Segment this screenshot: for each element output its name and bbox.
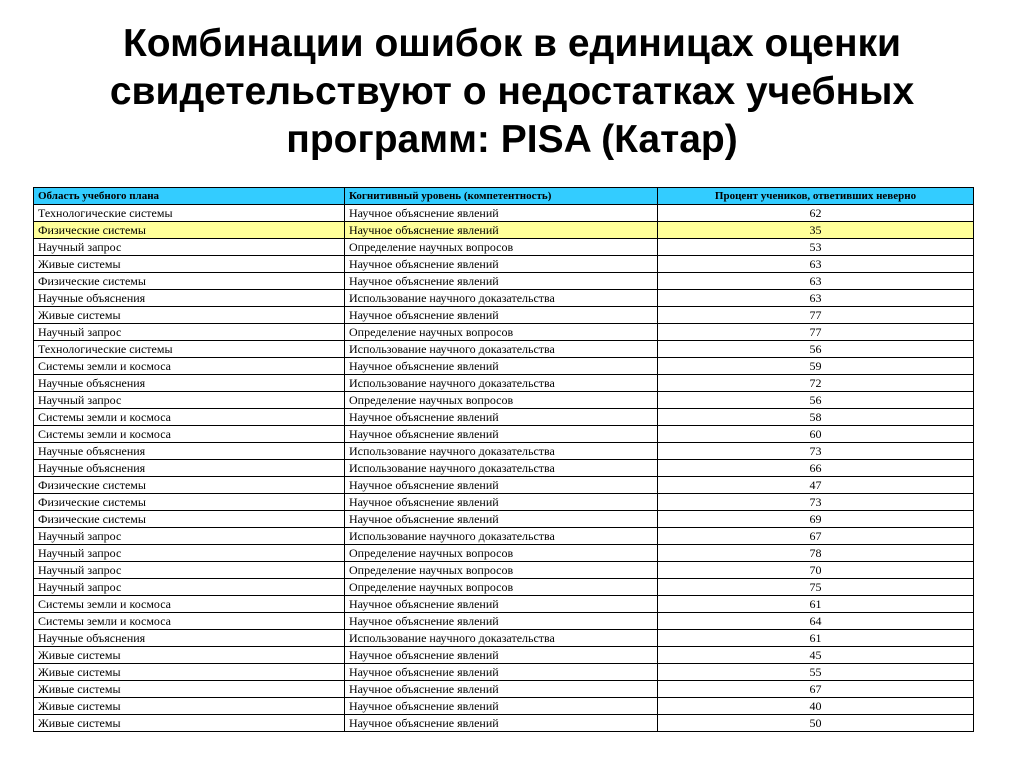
cell-cognitive-level: Научное объяснение явлений xyxy=(345,681,658,698)
table-row xyxy=(34,528,974,545)
cell-percent-incorrect: 69 xyxy=(658,511,974,528)
table-row xyxy=(34,596,974,613)
table-row xyxy=(34,409,974,426)
cell-curriculum-area: Живые системы xyxy=(34,647,345,664)
title-line-1: Комбинации ошибок в единицах оценки xyxy=(122,22,902,65)
cell-curriculum-area: Научный запрос xyxy=(34,528,345,545)
cell-percent-incorrect: 35 xyxy=(658,222,974,239)
cell-percent-incorrect: 50 xyxy=(658,715,974,732)
cell-cognitive-level: Научное объяснение явлений xyxy=(345,205,658,222)
table-row xyxy=(34,715,974,732)
table-row xyxy=(34,579,974,596)
header-percent-incorrect: Процент учеников, ответивших неверно xyxy=(658,188,974,205)
header-curriculum-area: Область учебного плана xyxy=(34,188,345,205)
table-row xyxy=(34,613,974,630)
cell-cognitive-level: Научное объяснение явлений xyxy=(345,613,658,630)
table-row xyxy=(34,511,974,528)
cell-curriculum-area: Живые системы xyxy=(34,698,345,715)
cell-percent-incorrect: 55 xyxy=(658,664,974,681)
table-row xyxy=(34,307,974,324)
cell-curriculum-area: Живые системы xyxy=(34,256,345,273)
cell-cognitive-level: Научное объяснение явлений xyxy=(345,307,658,324)
cell-curriculum-area: Системы земли и космоса xyxy=(34,358,345,375)
title-line-3: программ: PISA (Катар) xyxy=(286,118,738,161)
cell-percent-incorrect: 77 xyxy=(658,307,974,324)
table-row xyxy=(34,205,974,222)
cell-curriculum-area: Физические системы xyxy=(34,222,345,239)
cell-percent-incorrect: 73 xyxy=(658,443,974,460)
cell-cognitive-level: Использование научного доказательства xyxy=(345,460,658,477)
table-row xyxy=(34,545,974,562)
cell-curriculum-area: Научные объяснения xyxy=(34,630,345,647)
cell-cognitive-level: Научное объяснение явлений xyxy=(345,409,658,426)
cell-cognitive-level: Использование научного доказательства xyxy=(345,290,658,307)
cell-cognitive-level: Научное объяснение явлений xyxy=(345,511,658,528)
cell-cognitive-level: Определение научных вопросов xyxy=(345,579,658,596)
cell-curriculum-area: Живые системы xyxy=(34,681,345,698)
table-row xyxy=(34,392,974,409)
cell-curriculum-area: Физические системы xyxy=(34,477,345,494)
cell-curriculum-area: Научный запрос xyxy=(34,324,345,341)
table-row xyxy=(34,375,974,392)
cell-curriculum-area: Научный запрос xyxy=(34,579,345,596)
cell-cognitive-level: Определение научных вопросов xyxy=(345,392,658,409)
cell-curriculum-area: Научный запрос xyxy=(34,562,345,579)
cell-curriculum-area: Технологические системы xyxy=(34,205,345,222)
cell-percent-incorrect: 60 xyxy=(658,426,974,443)
cell-curriculum-area: Физические системы xyxy=(34,511,345,528)
cell-percent-incorrect: 70 xyxy=(658,562,974,579)
cell-cognitive-level: Научное объяснение явлений xyxy=(345,494,658,511)
cell-percent-incorrect: 67 xyxy=(658,681,974,698)
table-row xyxy=(34,341,974,358)
cell-curriculum-area: Научные объяснения xyxy=(34,443,345,460)
cell-curriculum-area: Системы земли и космоса xyxy=(34,426,345,443)
cell-percent-incorrect: 47 xyxy=(658,477,974,494)
table-row xyxy=(34,460,974,477)
cell-cognitive-level: Научное объяснение явлений xyxy=(345,715,658,732)
table-row xyxy=(34,681,974,698)
cell-percent-incorrect: 63 xyxy=(658,273,974,290)
title-line-2: свидетельствуют о недостатках учебных xyxy=(109,70,915,113)
cell-cognitive-level: Использование научного доказательства xyxy=(345,528,658,545)
table-row xyxy=(34,562,974,579)
table-row xyxy=(34,647,974,664)
cell-percent-incorrect: 73 xyxy=(658,494,974,511)
cell-curriculum-area: Живые системы xyxy=(34,307,345,324)
cell-curriculum-area: Технологические системы xyxy=(34,341,345,358)
cell-percent-incorrect: 61 xyxy=(658,596,974,613)
cell-percent-incorrect: 62 xyxy=(658,205,974,222)
table-row xyxy=(34,664,974,681)
cell-percent-incorrect: 72 xyxy=(658,375,974,392)
cell-cognitive-level: Использование научного доказательства xyxy=(345,375,658,392)
table-row xyxy=(34,443,974,460)
cell-curriculum-area: Научные объяснения xyxy=(34,460,345,477)
table-body xyxy=(34,205,974,732)
table-row xyxy=(34,358,974,375)
cell-curriculum-area: Системы земли и космоса xyxy=(34,409,345,426)
cell-curriculum-area: Научные объяснения xyxy=(34,375,345,392)
table-row xyxy=(34,222,974,239)
cell-cognitive-level: Использование научного доказательства xyxy=(345,443,658,460)
cell-percent-incorrect: 61 xyxy=(658,630,974,647)
cell-cognitive-level: Определение научных вопросов xyxy=(345,324,658,341)
cell-cognitive-level: Научное объяснение явлений xyxy=(345,596,658,613)
table-row xyxy=(34,698,974,715)
cell-curriculum-area: Живые системы xyxy=(34,715,345,732)
cell-percent-incorrect: 63 xyxy=(658,290,974,307)
cell-curriculum-area: Научный запрос xyxy=(34,239,345,256)
cell-curriculum-area: Научный запрос xyxy=(34,545,345,562)
cell-curriculum-area: Системы земли и космоса xyxy=(34,613,345,630)
cell-percent-incorrect: 56 xyxy=(658,392,974,409)
cell-curriculum-area: Физические системы xyxy=(34,494,345,511)
cell-cognitive-level: Научное объяснение явлений xyxy=(345,647,658,664)
table-row xyxy=(34,426,974,443)
cell-cognitive-level: Научное объяснение явлений xyxy=(345,426,658,443)
table-row xyxy=(34,324,974,341)
cell-cognitive-level: Научное объяснение явлений xyxy=(345,698,658,715)
table-row xyxy=(34,256,974,273)
cell-percent-incorrect: 59 xyxy=(658,358,974,375)
error-combinations-table xyxy=(33,187,974,732)
cell-percent-incorrect: 40 xyxy=(658,698,974,715)
cell-curriculum-area: Физические системы xyxy=(34,273,345,290)
cell-percent-incorrect: 64 xyxy=(658,613,974,630)
cell-curriculum-area: Живые системы xyxy=(34,664,345,681)
cell-percent-incorrect: 77 xyxy=(658,324,974,341)
cell-percent-incorrect: 75 xyxy=(658,579,974,596)
cell-percent-incorrect: 56 xyxy=(658,341,974,358)
cell-percent-incorrect: 66 xyxy=(658,460,974,477)
cell-percent-incorrect: 63 xyxy=(658,256,974,273)
cell-cognitive-level: Определение научных вопросов xyxy=(345,562,658,579)
slide-title xyxy=(0,20,1024,164)
cell-cognitive-level: Научное объяснение явлений xyxy=(345,273,658,290)
cell-percent-incorrect: 58 xyxy=(658,409,974,426)
cell-cognitive-level: Научное объяснение явлений xyxy=(345,358,658,375)
table-header-row xyxy=(34,188,974,205)
cell-cognitive-level: Определение научных вопросов xyxy=(345,239,658,256)
cell-percent-incorrect: 78 xyxy=(658,545,974,562)
table-row xyxy=(34,494,974,511)
cell-curriculum-area: Научные объяснения xyxy=(34,290,345,307)
table-row xyxy=(34,290,974,307)
cell-curriculum-area: Научный запрос xyxy=(34,392,345,409)
cell-cognitive-level: Определение научных вопросов xyxy=(345,545,658,562)
cell-percent-incorrect: 67 xyxy=(658,528,974,545)
cell-curriculum-area: Системы земли и космоса xyxy=(34,596,345,613)
cell-percent-incorrect: 45 xyxy=(658,647,974,664)
table-row xyxy=(34,630,974,647)
header-cognitive-level: Когнитивный уровень (компетентность) xyxy=(345,188,658,205)
table-row xyxy=(34,239,974,256)
cell-cognitive-level: Использование научного доказательства xyxy=(345,341,658,358)
table-row xyxy=(34,273,974,290)
cell-cognitive-level: Использование научного доказательства xyxy=(345,630,658,647)
cell-cognitive-level: Научное объяснение явлений xyxy=(345,222,658,239)
cell-percent-incorrect: 53 xyxy=(658,239,974,256)
table-row xyxy=(34,477,974,494)
cell-cognitive-level: Научное объяснение явлений xyxy=(345,477,658,494)
cell-cognitive-level: Научное объяснение явлений xyxy=(345,256,658,273)
cell-cognitive-level: Научное объяснение явлений xyxy=(345,664,658,681)
